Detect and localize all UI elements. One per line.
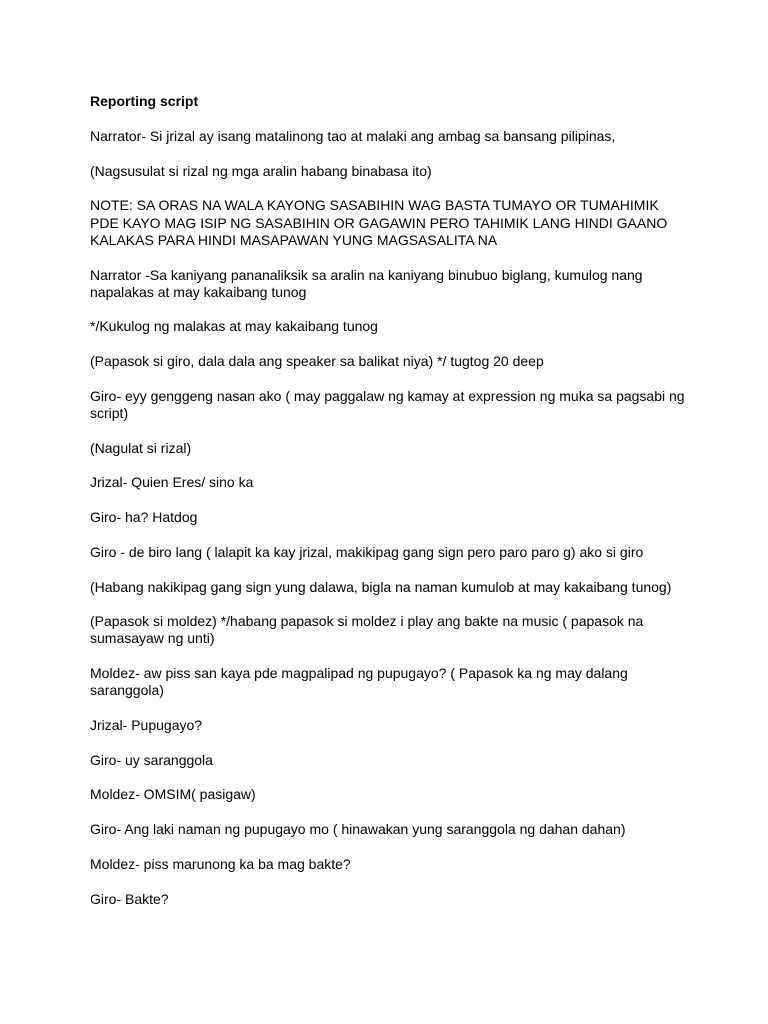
script-line-giro: Giro- eyy genggeng nasan ako ( may paggalaw ng kamay at expression ng muka sa pagsabi ng script): [90, 387, 685, 422]
stage-direction: (Papasok si giro, dala dala ang speaker sa balikat niya) */ tugtog 20 deep: [90, 353, 544, 370]
script-line-narrator: Narrator -Sa kaniyang pananaliksik sa aralin na kaniyang binubuo biglang, kumulog nang napalakas at may kakaibang tunog: [90, 266, 643, 300]
script-line-giro: Giro- Ang laki naman ng pupugayo mo ( hinawakan yung saranggola ng dahan dahan): [90, 821, 626, 838]
stage-direction: (Nagsusulat si rizal ng mga aralin habang binabasa ito): [90, 162, 432, 179]
script-line-moldez: Moldez- OMSIM( pasigaw): [90, 786, 256, 803]
script-line-giro: Giro- ha? Hatdog: [90, 509, 198, 526]
sound-cue: */Kukulog ng malakas at may kakaibang tunog: [90, 318, 378, 335]
script-line-jrizal: Jrizal- Pupugayo?: [90, 717, 203, 734]
script-line-giro: Giro - de biro lang ( lalapit ka kay jrizal, makikipag gang sign pero paro paro g) ako si giro: [90, 543, 644, 560]
stage-direction: (Habang nakikipag gang sign yung dalawa, bigla na naman kumulob at may kakaibang tunog): [90, 578, 672, 595]
script-line-moldez: Moldez- piss marunong ka ba mag bakte?: [90, 855, 351, 872]
script-line-narrator-intro: Narrator- Si jrizal ay isang matalinong tao at malaki ang ambag sa bansang pilipinas,: [90, 128, 616, 144]
script-line-jrizal: Jrizal- Quien Eres/ sino ka: [90, 474, 254, 491]
note-paragraph: NOTE: SA ORAS NA WALA KAYONG SASABIHIN WAG BASTA TUMAYO OR TUMAHIMIK PDE KAYO MAG ISIP NG SASABIHIN OR GAGAWIN PERO TAHIMIK LANG HINDI GAANO KALAKAS PARA HINDI MASAPAWAN YUNG MAGSASALITA NA: [90, 197, 668, 248]
script-line-moldez: Moldez- aw piss san kaya pde magpalipad ng pupugayo? ( Papasok ka ng may dalang saranggola): [90, 665, 628, 699]
script-content: [90, 93, 690, 925]
stage-direction: (Papasok si moldez) */habang papasok si moldez i play ang bakte na music ( papasok na sumasayaw ng unti): [90, 613, 644, 647]
script-line-giro: Giro- uy saranggola: [90, 751, 213, 768]
stage-direction: (Nagulat si rizal): [90, 439, 192, 456]
document-title: Reporting script: [90, 93, 199, 109]
script-line-giro: Giro- Bakte?: [90, 890, 169, 907]
